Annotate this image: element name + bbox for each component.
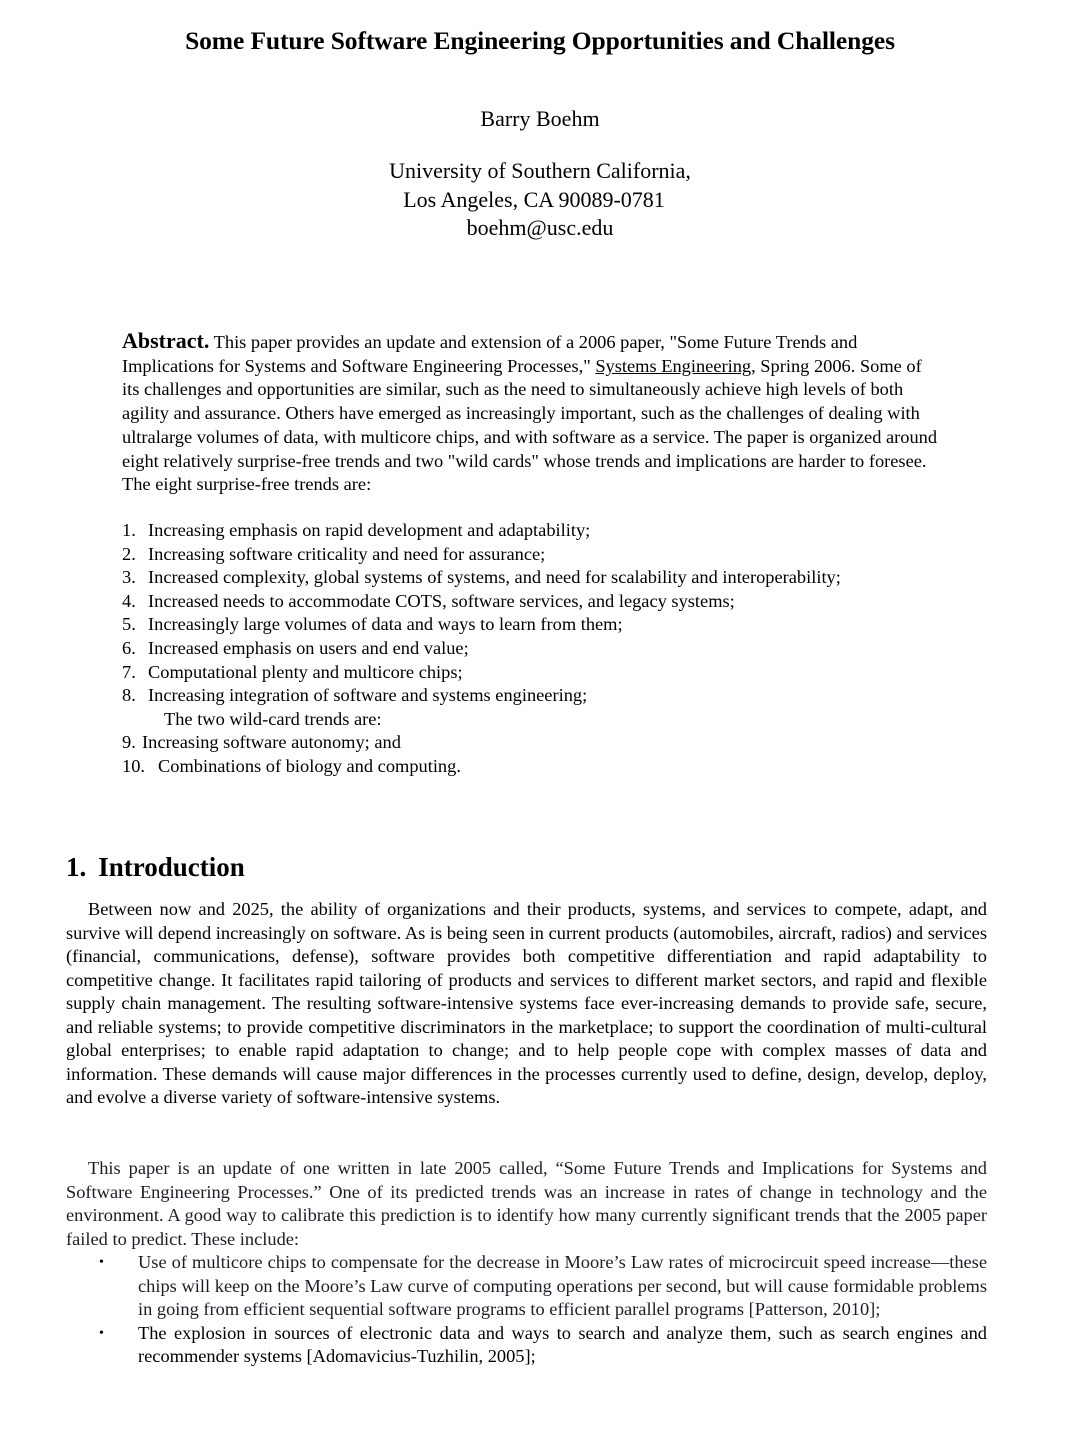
affiliation-university: University of Southern California, (389, 158, 691, 183)
trend-text: Increasingly large volumes of data and ways to learn from them; (148, 614, 623, 635)
trend-item (122, 519, 942, 543)
untracked-trends-list (66, 1251, 987, 1369)
trend-text: Increased needs to accommodate COTS, software services, and legacy systems; (148, 590, 735, 611)
trend-number: 10. (122, 755, 145, 776)
trend-text: Combinations of biology and computing. (158, 755, 461, 776)
trend-number: 2. (122, 543, 136, 564)
trend-text: Increasing emphasis on rapid development and adaptability; (148, 520, 591, 540)
trend-number: 5. (122, 614, 136, 635)
abstract (122, 329, 942, 497)
section-title: Introduction (98, 852, 245, 882)
affiliation-address: Los Angeles, CA 90089-0781 (403, 186, 665, 212)
section-heading-introduction (66, 852, 245, 883)
wild-card-item (122, 755, 942, 779)
trend-item (122, 613, 942, 637)
bullet-icon: • (99, 1255, 104, 1270)
trend-text: Increased complexity, global systems of systems, and need for scalability and interoperability; (148, 567, 841, 588)
paper-title: Some Future Software Engineering Opportunities and Challenges (185, 26, 895, 55)
intro-paragraph-2: This paper is an update of one written in late 2005 called, “Some Future Trends and Implications for Systems and Software Engineering Processes.” One of its predicted trends was an increase in rates of change in technology and the environment. A good way to calibrate this prediction is to identify how many currently significant trends that the 2005 paper failed to predict. These include: (66, 1158, 987, 1249)
trend-item (122, 684, 942, 708)
abstract-text-1: This paper provides an update and extension of a 2006 paper, "Some Future Trends and Implications for Systems and Software Engineering Processes," (122, 332, 858, 376)
trend-number: 4. (122, 590, 136, 611)
wild-card-intro: The two wild-card trends are: (164, 708, 382, 729)
author-email: boehm@usc.edu (466, 215, 614, 240)
trend-text: Increasing software criticality and need for assurance; (148, 543, 546, 564)
trends-list (122, 519, 942, 779)
abstract-label: Abstract. (122, 328, 210, 353)
trend-number: 6. (122, 637, 136, 658)
trend-number: 9. (122, 732, 136, 753)
trend-text: Increasing software autonomy; and (142, 732, 401, 753)
trend-number: 3. (122, 567, 136, 588)
section-number: 1. (66, 852, 87, 882)
bullet-text: Use of multicore chips to compensate for the decrease in Moore’s Law rates of microcircuit speed increase—these chips will keep on the Moore’s Law curve of computing operations per second, but will cause formidable problems in going from efficient sequential software programs to efficient parallel programs [Patterson, 2010]; (138, 1252, 987, 1319)
abstract-text-2: , Spring 2006. Some of its challenges and opportunities are similar, such as the need to simultaneously achieve high levels of both agility and assurance. Others have emerged as increasingly important, such as the challenges of dealing with ultralarge volumes of data, with multicore chips, and with software as a service. The paper is organized around eight relatively surprise-free trends and two "wild cards" whose trends and implications are harder to foresee. The eight surprise-free trends are: (122, 355, 938, 495)
bullet-icon: • (99, 1325, 104, 1341)
bullet-item (66, 1251, 987, 1322)
trend-item (122, 543, 942, 567)
trend-item (122, 637, 942, 661)
trend-item (122, 566, 942, 590)
trend-text: Increased emphasis on users and end value; (148, 637, 469, 658)
trend-number: 1. (122, 520, 136, 540)
trend-number: 7. (122, 661, 136, 682)
trend-text: Computational plenty and multicore chips; (148, 661, 463, 682)
trend-number: 8. (122, 685, 136, 706)
trend-text: Increasing integration of software and systems engineering; (148, 685, 588, 706)
intro-paragraph-1: Between now and 2025, the ability of organizations and their products, systems, and services to compete, adapt, and survive will depend increasingly on software. As is being seen in current products (automobiles, aircraft, radios) and services (financial, communications, defense), software provides both competitive differentiation and rapid adaptability to competitive change. It facilitates rapid tailoring of products and services to different market sectors, and rapid and flexible supply chain management. The resulting software-intensive systems face ever-increasing demands to provide safe, secure, and reliable systems; to provide competitive discriminators in the marketplace; to support the coordination of multi-cultural global enterprises; to enable rapid adaptation to change; and to help people cope with complex masses of data and information. These demands will cause major differences in the processes currently used to define, design, develop, deploy, and evolve a diverse variety of software-intensive systems. (66, 899, 987, 1107)
affiliation-block (0, 157, 1080, 243)
journal-name: Systems Engineering (595, 355, 752, 376)
trend-item (122, 661, 942, 685)
trend-item (122, 590, 942, 614)
bullet-text: The explosion in sources of electronic data and ways to search and analyze them, such as search engines and recommender systems [Adomavicius-Tuzhilin, 2005]; (138, 1322, 987, 1366)
bullet-item (66, 1322, 987, 1369)
author-name: Barry Boehm (480, 106, 600, 131)
wild-card-item (122, 731, 942, 755)
